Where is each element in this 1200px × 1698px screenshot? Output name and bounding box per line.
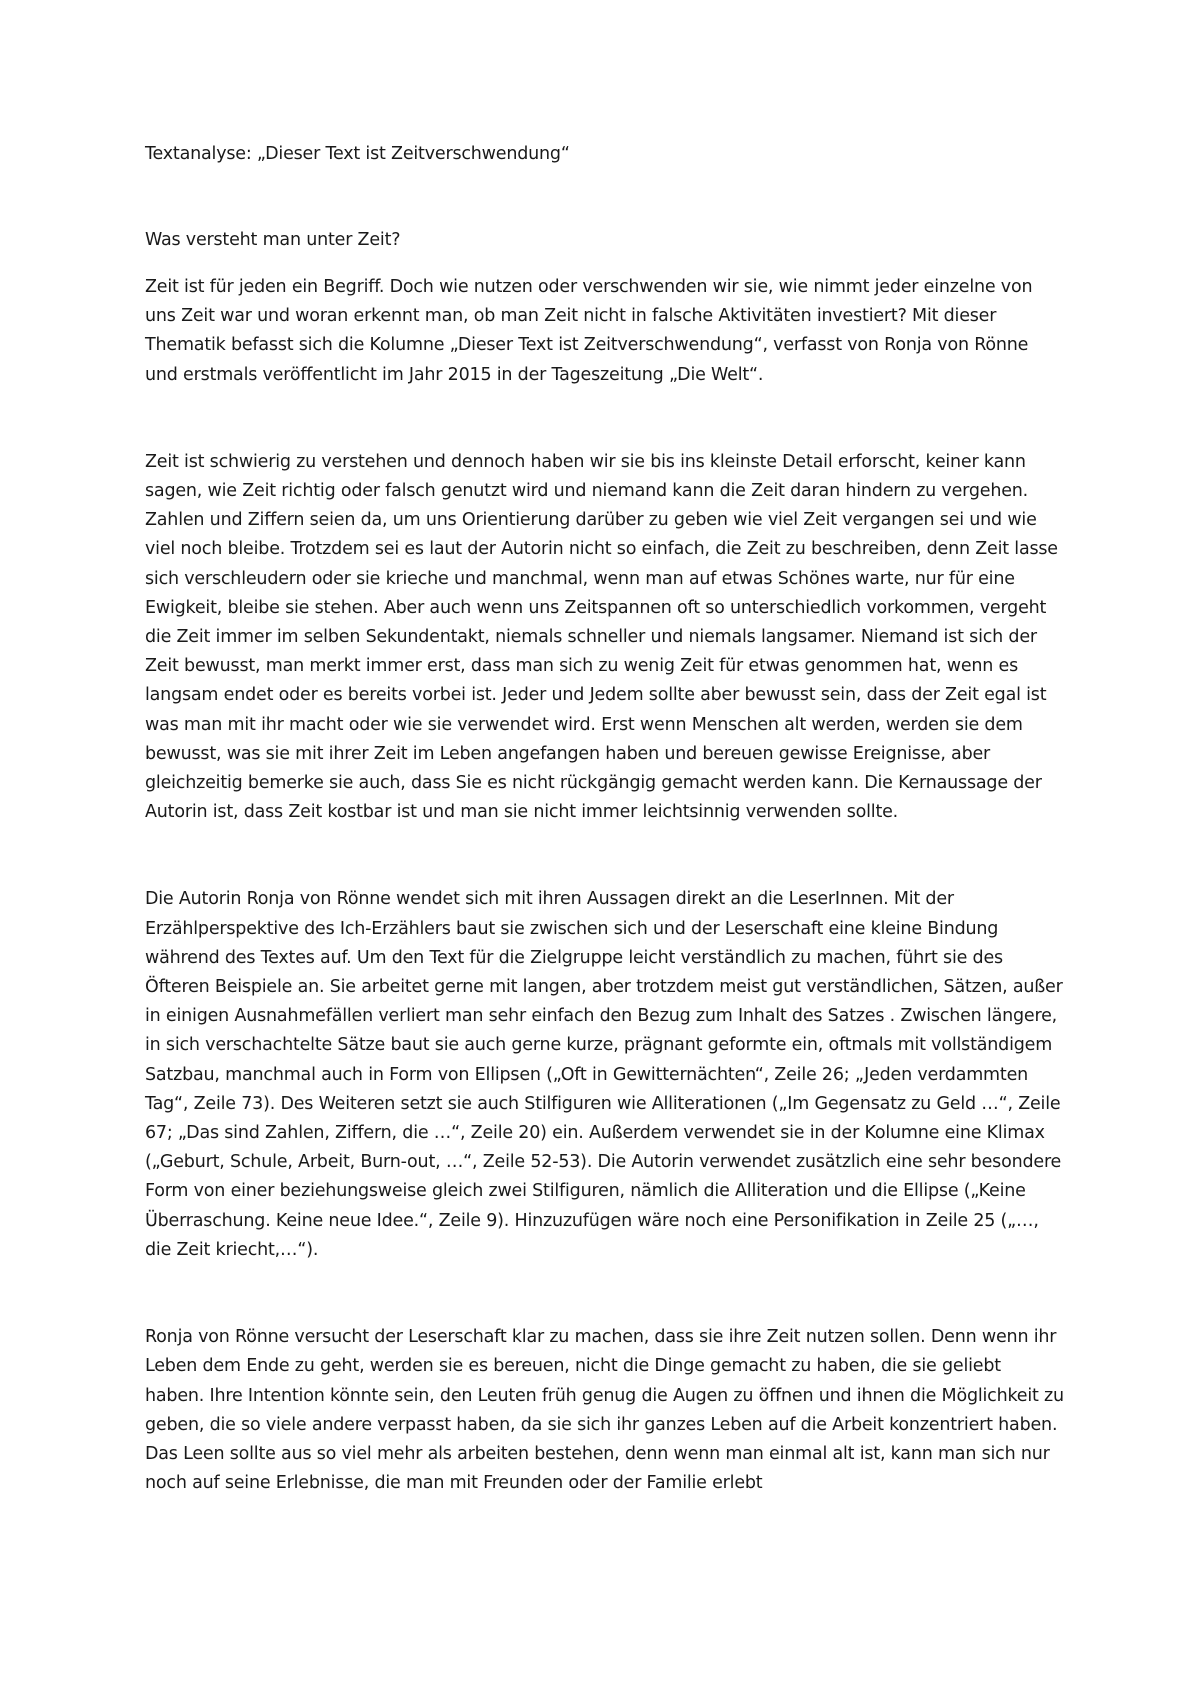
document-body (145, 140, 1065, 1498)
paragraph-intention: Ronja von Rönne versucht der Leserschaft klar zu machen, dass sie ihre Zeit nutzen sollen. Denn wenn ihr Leben dem Ende zu geht, werden sie es bereuen, nicht die Dinge gemacht zu haben, die sie geliebt haben. Ihre Intention könnte sein, den Leuten früh genug die Augen zu öffnen und ihnen die Möglichkeit zu geben, die so viele andere verpasst haben, da sie sich ihr ganzes Leben auf die Arbeit konzentriert haben. Das Leen sollte aus so viel mehr als arbeiten bestehen, denn wenn man einmal alt ist, kann man sich nur noch auf seine Erlebnisse, die man mit Freunden oder der Familie erlebt (145, 1327, 1064, 1494)
document-title: Textanalyse: „Dieser Text ist Zeitverschwendung“ (145, 144, 570, 164)
section-question: Was versteht man unter Zeit? (145, 230, 401, 250)
paragraph-style-analysis: Die Autorin Ronja von Rönne wendet sich mit ihren Aussagen direkt an die LeserInnen. Mit der Erzählperspektive des Ich-Erzählers baut sie zwischen sich und der Leserschaft eine kleine Bindung während des Textes auf. Um den Text für die Zielgruppe leicht verständlich zu machen, führt sie des Öfteren Beispiele an. Sie arbeitet gerne mit langen, aber trotzdem meist gut verständlichen, Sätzen, außer in einigen Ausnahmefällen verliert man sehr einfach den Bezug zum Inhalt des Satzes . Zwischen längere, in sich verschachtelte Sätze baut sie auch gerne kurze, prägnant geformte ein, oftmals mit vollständigem Satzbau, manchmal auch in Form von Ellipsen („Oft in Gewitternächten“, Zeile 26; „Jeden verdammten Tag“, Zeile 73). Des Weiteren setzt sie auch Stilfiguren wie Alliterationen („Im Gegensatz zu Geld …“, Zeile 67; „Das sind Zahlen, Ziffern, die …“, Zeile 20) ein. Außerdem verwendet sie in der Kolumne eine Klimax („Geburt, Schule, Arbeit, Burn-out, …“, Zeile 52-53). Die Autorin verwendet zusätzlich eine sehr besondere Form von einer beziehungsweise gleich zwei Stilfiguren, nämlich die Alliteration und die Ellipse („Keine Überraschung. Keine neue Idee.“, Zeile 9). Hinzuzufügen wäre noch eine Personifikation in Zeile 25 („…, die Zeit kriecht,…“). (145, 889, 1063, 1260)
paragraph-introduction: Zeit ist für jeden ein Begriff. Doch wie nutzen oder verschwenden wir sie, wie nimmt jeder einzelne von uns Zeit war und woran erkennt man, ob man Zeit nicht in falsche Aktivitäten investiert? Mit dieser Thematik befasst sich die Kolumne „Dieser Text ist Zeitverschwendung“, verfasst von Ronja von Rönne und erstmals veröffentlicht im Jahr 2015 in der Tageszeitung „Die Welt“. (145, 277, 1033, 385)
paragraph-content-summary: Zeit ist schwierig zu verstehen und dennoch haben wir sie bis ins kleinste Detail erforscht, keiner kann sagen, wie Zeit richtig oder falsch genutzt wird und niemand kann die Zeit daran hindern zu vergehen. Zahlen und Ziffern seien da, um uns Orientierung darüber zu geben wie viel Zeit vergangen sei und wie viel noch bleibe. Trotzdem sei es laut der Autorin nicht so einfach, die Zeit zu beschreiben, denn Zeit lasse sich verschleudern oder sie krieche und manchmal, wenn man auf etwas Schönes warte, nur für eine Ewigkeit, bleibe sie stehen. Aber auch wenn uns Zeitspannen oft so unterschiedlich vorkommen, vergeht die Zeit immer im selben Sekundentakt, niemals schneller und niemals langsamer. Niemand ist sich der Zeit bewusst, man merkt immer erst, dass man sich zu wenig Zeit für etwas genommen hat, wenn es langsam endet oder es bereits vorbei ist. Jeder und Jedem sollte aber bewusst sein, dass der Zeit egal ist was man mit ihr macht oder wie sie verwendet wird. Erst wenn Menschen alt werden, werden sie dem bewusst, was sie mit ihrer Zeit im Leben angefangen haben und bereuen gewisse Ereignisse, aber gleichzeitig bemerke sie auch, dass Sie es nicht rückgängig gemacht werden kann. Die Kernaussage der Autorin ist, dass Zeit kostbar ist und man sie nicht immer leichtsinnig verwenden sollte. (145, 451, 1058, 823)
